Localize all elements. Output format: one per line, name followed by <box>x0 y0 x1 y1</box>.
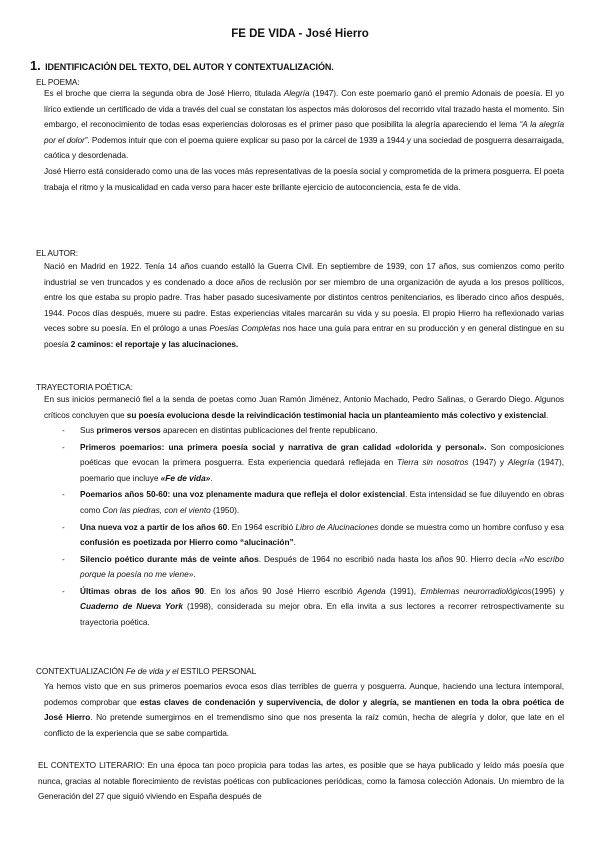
text-run: . <box>210 473 213 483</box>
text-run: (1947), poemario que incluye <box>80 458 565 483</box>
bold-run: estas claves de condenación y supervivencia, de dolor y alegría, se mantienen en toda la obra poética de José Hierro <box>44 697 564 723</box>
text-run: (1995) y <box>531 586 564 596</box>
contexto-paragraph <box>44 679 564 741</box>
italic-run: “A la alegría por el dolor” <box>44 120 565 145</box>
text-run: . En 1964 escribió <box>227 522 296 532</box>
italic-run: Alegría <box>283 89 310 98</box>
autor-label: EL AUTOR: <box>36 248 78 258</box>
italic-run: Poesías Completas <box>209 324 281 334</box>
text-run: Es el broche que cierra la segunda obra de José Hierro, titulada <box>44 89 284 98</box>
italic-run: Emblemas neurorradiológicos <box>420 586 532 596</box>
bold-run: primeros versos <box>96 426 161 435</box>
bold-run: su poesía evoluciona desde la reivindicación testimonial hacia un planteamiento más colectivo y existencial <box>126 410 546 420</box>
list-item <box>62 440 564 487</box>
text-run: Nació en Madrid en 1922. Tenía 14 años cuando estalló la Guerra Civil. En septiembre de 1939, con 17 años, sus comienzos como perito industrial se ven truncados y es condenado a doce años de reclusión por ser miembro de una organización de ayuda a los presos políticos, entre los que estaba su propio padre. Tras haber pasado sucesivamente por distintos centros penitenciarios, es liberado cinco años después, 1944. Pocos días después, muere su padre. Estas experiencias vitales marcarán su vida y su poesía. El propio Hierro ha reflexionado varias veces sobre su poesía. En el prólogo a unas <box>44 262 564 334</box>
text-run: Son composiciones poéticas que evocan la primera posguerra. Esta experiencia quedará reflejada en <box>80 442 564 468</box>
autor-paragraph <box>44 259 564 353</box>
italic-run: Fe de vida y el <box>125 666 179 676</box>
italic-run: Tierra sin nosotros <box>397 458 469 468</box>
bold-run: confusión es poetizada por Hierro como “alucinación” <box>80 538 294 548</box>
text-run: . <box>193 570 196 580</box>
bold-run: Silencio poético durante más de veinte años <box>80 554 259 564</box>
text-run: ESTILO PERSONAL <box>178 666 257 676</box>
contexto-label <box>36 666 256 676</box>
text-run: . Después de 1964 no escribió nada hasta los años 90. Hierro decía <box>258 554 520 564</box>
text-run: CONTEXTUALIZACIÓN <box>36 666 126 676</box>
italic-run: Con las piedras, con el viento <box>102 505 211 515</box>
text-run: aparecen en distintas publicaciones del frente republicano. <box>160 426 378 435</box>
italic-run: Alegría <box>507 458 535 468</box>
text-run: Ya hemos visto que en sus primeros poemarios evoca esos días terribles de guerra y posguerra. Aunque, haciendo una lectura intemporal, podemos comprobar que <box>44 682 564 707</box>
text-run: (1950). <box>210 505 240 515</box>
document-title: FE DE VIDA - José Hierro <box>231 28 369 40</box>
text-run: José Hierro está considerado como una de las voces más representativas de la poesía social y comprometida de la primera posguerra. El poeta trabaja el ritmo y la musicalidad en cada verso para hacer este brillante ejercicio de autoconciencia, esta fe de vida. <box>44 166 564 192</box>
italic-run: Libro de Alucinaciones <box>295 522 379 532</box>
poema-label: EL POEMA: <box>36 77 80 87</box>
list-item <box>62 520 564 551</box>
section-number: 1. <box>30 58 41 73</box>
italic-run: Agenda <box>357 586 386 596</box>
list-item <box>62 552 564 583</box>
text-run: . Esta intensidad se fue diluyendo en obras como <box>80 490 564 515</box>
text-run: . <box>546 410 549 420</box>
text-run: En sus inicios permaneció fiel a la senda de poetas como Juan Ramón Jiménez, Antonio Machado, Pedro Salinas, o Gerardo Diego. Algunos críticos concluyen que <box>44 395 564 420</box>
list-item <box>62 487 564 518</box>
text-run: . No pretende sumergirnos en el tremendismo sino que nos presenta la raíz común, hecha de alegría y dolor, que late en el conflicto de la experiencia que se sabe compartida. <box>44 713 564 738</box>
bold-run: Poemarios años 50-60: una voz plenamente madura que refleja el dolor existencial <box>80 490 406 500</box>
text-run: nos hace una guía para entrar en su producción y en general distingue en su poesía <box>44 324 565 349</box>
list-item <box>62 584 564 631</box>
text-run: (1991), <box>385 586 421 596</box>
text-run: . En los años 90 José Hierro escribió <box>204 586 358 596</box>
bold-run: Últimas obras de los años 90 <box>80 586 205 596</box>
list-item <box>62 423 564 439</box>
section-heading <box>30 58 334 73</box>
bold-italic-run: «Fe de vida» <box>160 473 211 483</box>
bold-run: 2 caminos: el reportaje y las alucinaciones. <box>70 339 239 349</box>
bold-italic-run: Cuaderno de Nueva York <box>80 602 183 612</box>
text-run: . Podemos intuir que con el poema quiere explicar su paso por la cárcel de 1939 a 1944 y una sociedad de posguerra desarraigada, caótica y desordenada. <box>44 135 564 161</box>
bold-run: Primeros poemarios: una primera poesía social y narrativa de gran calidad «dolorida y personal». <box>80 442 487 452</box>
italic-run: «No escribo porque la poesía no me viene» <box>80 554 564 580</box>
literario-paragraph: EL CONTEXTO LITERARIO: En una época tan poco propicia para todas las artes, es posible que se haya publicado y leído más poesía que nunca, gracias al notable florecimiento de revistas poéticas con publicaciones periódicas, como la famosa colección Adonais. Un miembro de la Generación del 27 que siguió viviendo en España después de <box>38 761 564 802</box>
section-heading-text: IDENTIFICACIÓN DEL TEXTO, DEL AUTOR Y CONTEXTUALIZACIÓN. <box>45 62 334 72</box>
text-run: (1998), considerada su mejor obra. En ella invita a sus lectores a recorrer retrospectivamente su trayectoria poética. <box>80 602 564 627</box>
text-run: . <box>293 538 296 548</box>
text-run: Sus <box>80 426 97 435</box>
text-run: (1947) y <box>468 458 508 468</box>
bold-run: Una nueva voz a partir de los años 60 <box>80 522 228 532</box>
trayectoria-label: TRAYECTORIA POÉTICA: <box>36 382 133 392</box>
poema-paragraph <box>44 86 564 195</box>
text-run: (1947). Con este poemario ganó el premio Adonais de poesía. El yo lírico extiende un certificado de vida a través del cual se constatan los aspectos más dolorosos del recorrido vital trazado hasta el momento. Sin embargo, el reconocimiento de todas esas experiencias dolorosas es el primer paso que posibilita la alegría apareciendo el lema <box>44 89 564 130</box>
text-run: donde se muestra como un hombre confuso y esa <box>378 522 564 532</box>
trayectoria-list <box>62 423 564 632</box>
trayectoria-intro <box>44 392 564 423</box>
